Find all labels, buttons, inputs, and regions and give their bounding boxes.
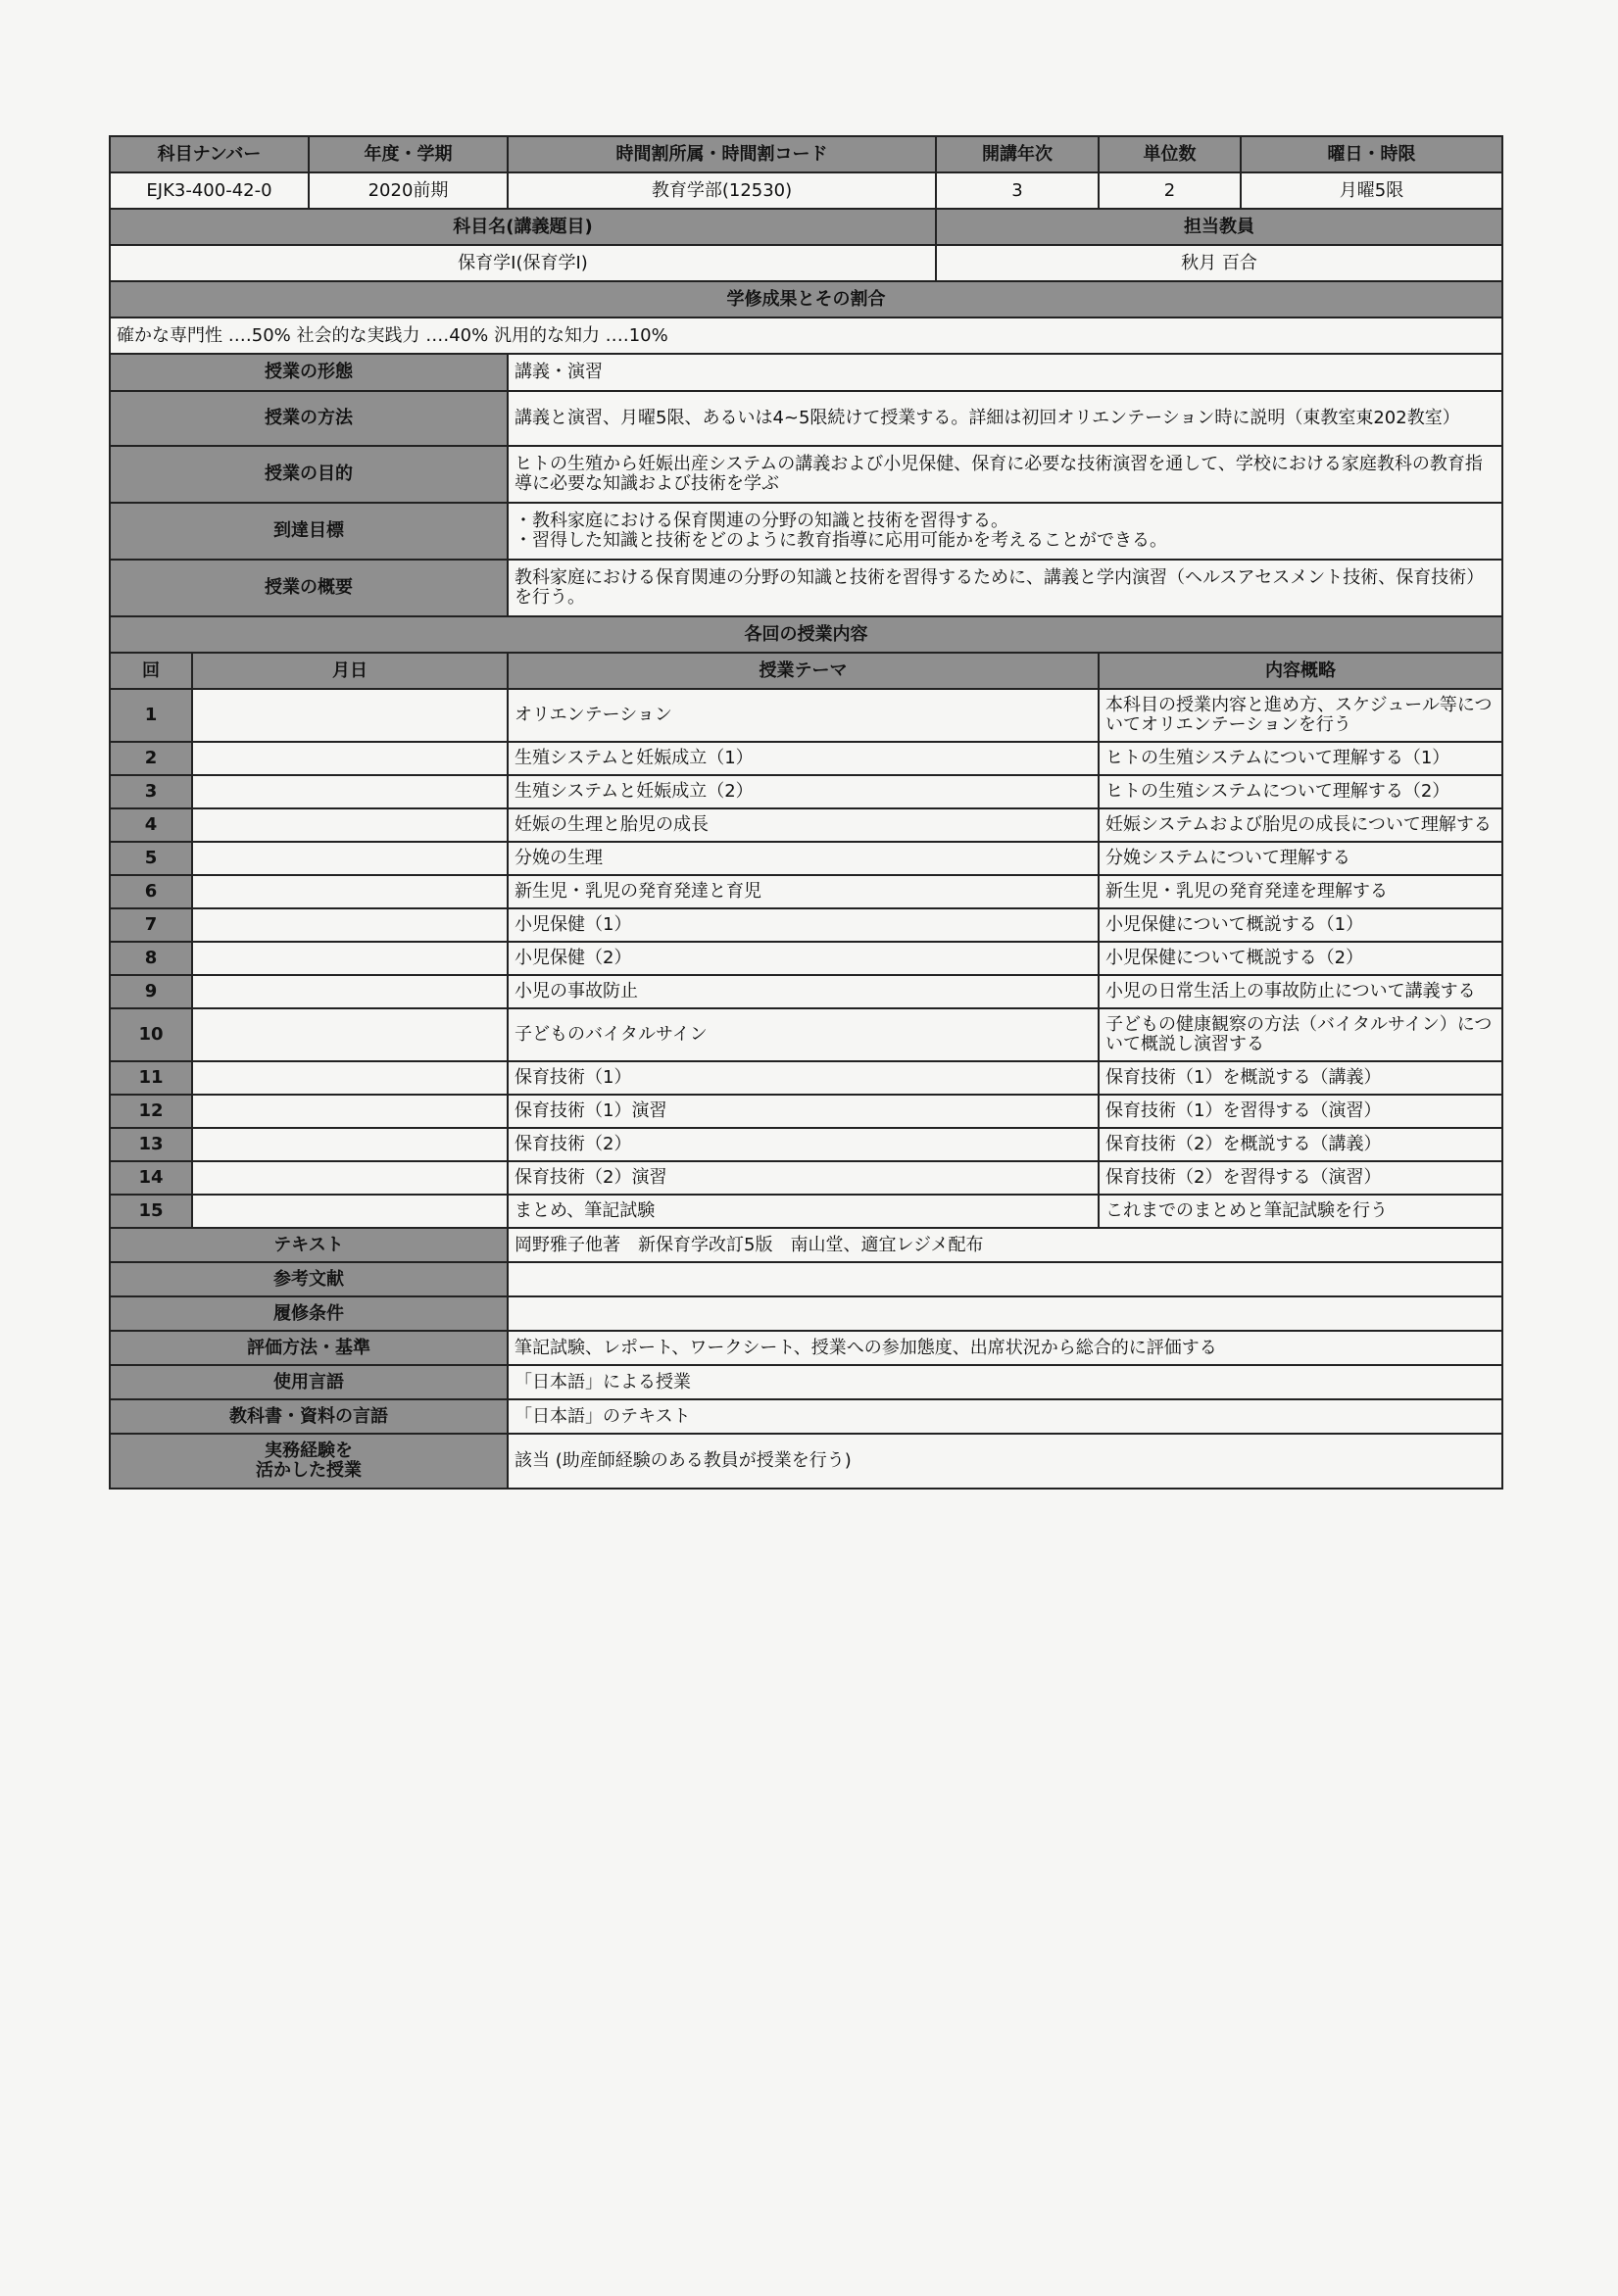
info-row-overview	[110, 560, 1502, 616]
subject-name-label: 科目名(講義題目)	[110, 209, 936, 245]
info-label: 授業の方法	[110, 391, 508, 446]
session-number: 5	[110, 842, 192, 875]
schedule-label: 各回の授業内容	[110, 616, 1502, 653]
footer-value: 該当 (助産師経験のある教員が授業を行う)	[508, 1434, 1502, 1489]
schedule-row	[110, 1061, 1502, 1095]
session-date	[192, 1061, 508, 1095]
schedule-row	[110, 875, 1502, 908]
footer-value	[508, 1296, 1502, 1331]
session-number: 14	[110, 1161, 192, 1195]
session-number: 1	[110, 689, 192, 742]
footer-label: 評価方法・基準	[110, 1331, 508, 1365]
info-label: 到達目標	[110, 503, 508, 560]
footer-row	[110, 1399, 1502, 1434]
session-theme: 子どものバイタルサイン	[508, 1008, 1099, 1061]
schedule-row	[110, 775, 1502, 808]
session-theme: 生殖システムと妊娠成立（2）	[508, 775, 1099, 808]
session-summary: 新生児・乳児の発育発達を理解する	[1099, 875, 1502, 908]
schedule-col-date: 月日	[192, 653, 508, 689]
info-value: 教科家庭における保育関連の分野の知識と技術を習得するために、講義と学内演習（ヘルスアセスメント技術、保育技術）を行う。	[508, 560, 1502, 616]
session-date	[192, 942, 508, 975]
schedule-row	[110, 975, 1502, 1008]
session-number: 2	[110, 742, 192, 775]
session-summary: 妊娠システムおよび胎児の成長について理解する	[1099, 808, 1502, 842]
session-date	[192, 842, 508, 875]
session-summary: 小児保健について概説する（1）	[1099, 908, 1502, 942]
year-term-label: 年度・学期	[309, 136, 508, 172]
session-summary: ヒトの生殖システムについて理解する（2）	[1099, 775, 1502, 808]
session-summary: 保育技術（2）を習得する（演習）	[1099, 1161, 1502, 1195]
footer-label: 実務経験を 活かした授業	[110, 1434, 508, 1489]
session-summary: 小児保健について概説する（2）	[1099, 942, 1502, 975]
session-number: 11	[110, 1061, 192, 1095]
footer-label: テキスト	[110, 1228, 508, 1262]
session-summary: 保育技術（2）を概説する（講義）	[1099, 1128, 1502, 1161]
day-period-value: 月曜5限	[1241, 172, 1502, 209]
course-number-label: 科目ナンバー	[110, 136, 309, 172]
info-value: ・教科家庭における保育関連の分野の知識と技術を習得する。 ・習得した知識と技術をどのように教育指導に応用可能かを考えることができる。	[508, 503, 1502, 560]
outcomes-text: 確かな専門性 ‥‥50% 社会的な実践力 ‥‥40% 汎用的な知力 ‥‥10%	[110, 318, 1502, 354]
schedule-row	[110, 1128, 1502, 1161]
session-date	[192, 689, 508, 742]
outcomes-label-row	[110, 281, 1502, 318]
session-number: 3	[110, 775, 192, 808]
info-label: 授業の形態	[110, 354, 508, 391]
credits-value: 2	[1099, 172, 1241, 209]
schedule-header-row	[110, 653, 1502, 689]
session-summary: 本科目の授業内容と進め方、スケジュール等についてオリエンテーションを行う	[1099, 689, 1502, 742]
schedule-title-row	[110, 616, 1502, 653]
teacher-value: 秋月 百合	[936, 245, 1502, 281]
session-date	[192, 875, 508, 908]
session-date	[192, 1161, 508, 1195]
session-number: 15	[110, 1195, 192, 1228]
footer-row	[110, 1262, 1502, 1296]
subject-value-row	[110, 245, 1502, 281]
course-number-value: EJK3-400-42-0	[110, 172, 309, 209]
session-date	[192, 1195, 508, 1228]
session-summary: これまでのまとめと筆記試験を行う	[1099, 1195, 1502, 1228]
session-summary: ヒトの生殖システムについて理解する（1）	[1099, 742, 1502, 775]
subject-name-value: 保育学Ⅰ(保育学Ⅰ)	[110, 245, 936, 281]
session-theme: 保育技術（2）	[508, 1128, 1099, 1161]
year-term-value: 2020前期	[309, 172, 508, 209]
footer-value: 「日本語」による授業	[508, 1365, 1502, 1399]
session-number: 4	[110, 808, 192, 842]
year-level-label: 開講年次	[936, 136, 1099, 172]
footer-label: 参考文献	[110, 1262, 508, 1296]
schedule-row	[110, 1195, 1502, 1228]
footer-row	[110, 1228, 1502, 1262]
info-row-goals	[110, 503, 1502, 560]
schedule-col-no: 回	[110, 653, 192, 689]
schedule-row	[110, 1161, 1502, 1195]
credits-label: 単位数	[1099, 136, 1241, 172]
footer-rows	[110, 1228, 1502, 1489]
session-date	[192, 808, 508, 842]
footer-value: 岡野雅子他著 新保育学改訂5版 南山堂、適宜レジメ配布	[508, 1228, 1502, 1262]
session-number: 8	[110, 942, 192, 975]
schedule-row	[110, 742, 1502, 775]
schedule-col-theme: 授業テーマ	[508, 653, 1099, 689]
session-theme: 妊娠の生理と胎児の成長	[508, 808, 1099, 842]
footer-label: 教科書・資料の言語	[110, 1399, 508, 1434]
schedule-row	[110, 1008, 1502, 1061]
outcomes-label: 学修成果とその割合	[110, 281, 1502, 318]
footer-value: 筆記試験、レポート、ワークシート、授業への参加態度、出席状況から総合的に評価する	[508, 1331, 1502, 1365]
footer-value	[508, 1262, 1502, 1296]
footer-row	[110, 1434, 1502, 1489]
session-date	[192, 975, 508, 1008]
session-date	[192, 742, 508, 775]
session-number: 10	[110, 1008, 192, 1061]
session-number: 13	[110, 1128, 192, 1161]
session-date	[192, 1128, 508, 1161]
header-label-row	[110, 136, 1502, 172]
footer-row	[110, 1331, 1502, 1365]
session-theme: 新生児・乳児の発育発達と育児	[508, 875, 1099, 908]
info-row-purpose	[110, 446, 1502, 503]
schedule-row	[110, 942, 1502, 975]
session-number: 9	[110, 975, 192, 1008]
session-number: 7	[110, 908, 192, 942]
syllabus-sheet	[109, 135, 1501, 1490]
schedule-row	[110, 908, 1502, 942]
footer-row	[110, 1296, 1502, 1331]
footer-value: 「日本語」のテキスト	[508, 1399, 1502, 1434]
session-theme: 小児保健（2）	[508, 942, 1099, 975]
subject-label-row	[110, 209, 1502, 245]
session-theme: 分娩の生理	[508, 842, 1099, 875]
session-summary: 小児の日常生活上の事故防止について講義する	[1099, 975, 1502, 1008]
schedule-row	[110, 808, 1502, 842]
outcomes-value-row	[110, 318, 1502, 354]
footer-label: 履修条件	[110, 1296, 508, 1331]
schedule-rows	[110, 689, 1502, 1228]
session-theme: オリエンテーション	[508, 689, 1099, 742]
session-summary: 保育技術（1）を習得する（演習）	[1099, 1095, 1502, 1128]
session-theme: 保育技術（1）	[508, 1061, 1099, 1095]
session-theme: 小児保健（1）	[508, 908, 1099, 942]
header-value-row	[110, 172, 1502, 209]
day-period-label: 曜日・時限	[1241, 136, 1502, 172]
info-value: 講義・演習	[508, 354, 1502, 391]
session-summary: 分娩システムについて理解する	[1099, 842, 1502, 875]
syllabus-table	[109, 135, 1503, 1490]
schedule-row	[110, 1095, 1502, 1128]
timetable-code-label: 時間割所属・時間割コード	[508, 136, 936, 172]
session-theme: 生殖システムと妊娠成立（1）	[508, 742, 1099, 775]
info-row-format	[110, 354, 1502, 391]
schedule-row	[110, 842, 1502, 875]
session-date	[192, 1008, 508, 1061]
session-number: 12	[110, 1095, 192, 1128]
info-value: ヒトの生殖から妊娠出産システムの講義および小児保健、保育に必要な技術演習を通して、学校における家庭教科の教育指導に必要な知識および技術を学ぶ	[508, 446, 1502, 503]
timetable-code-value: 教育学部(12530)	[508, 172, 936, 209]
schedule-row	[110, 689, 1502, 742]
session-theme: 保育技術（2）演習	[508, 1161, 1099, 1195]
info-value: 講義と演習、月曜5限、あるいは4~5限続けて授業する。詳細は初回オリエンテーション時に説明（東教室東202教室）	[508, 391, 1502, 446]
session-date	[192, 775, 508, 808]
year-level-value: 3	[936, 172, 1099, 209]
session-date	[192, 1095, 508, 1128]
session-theme: 保育技術（1）演習	[508, 1095, 1099, 1128]
info-label: 授業の概要	[110, 560, 508, 616]
footer-label: 使用言語	[110, 1365, 508, 1399]
session-number: 6	[110, 875, 192, 908]
footer-row	[110, 1365, 1502, 1399]
info-row-method	[110, 391, 1502, 446]
session-summary: 子どもの健康観察の方法（バイタルサイン）について概説し演習する	[1099, 1008, 1502, 1061]
session-theme: 小児の事故防止	[508, 975, 1099, 1008]
schedule-col-summary: 内容概略	[1099, 653, 1502, 689]
session-date	[192, 908, 508, 942]
teacher-label: 担当教員	[936, 209, 1502, 245]
session-summary: 保育技術（1）を概説する（講義）	[1099, 1061, 1502, 1095]
session-theme: まとめ、筆記試験	[508, 1195, 1099, 1228]
info-label: 授業の目的	[110, 446, 508, 503]
